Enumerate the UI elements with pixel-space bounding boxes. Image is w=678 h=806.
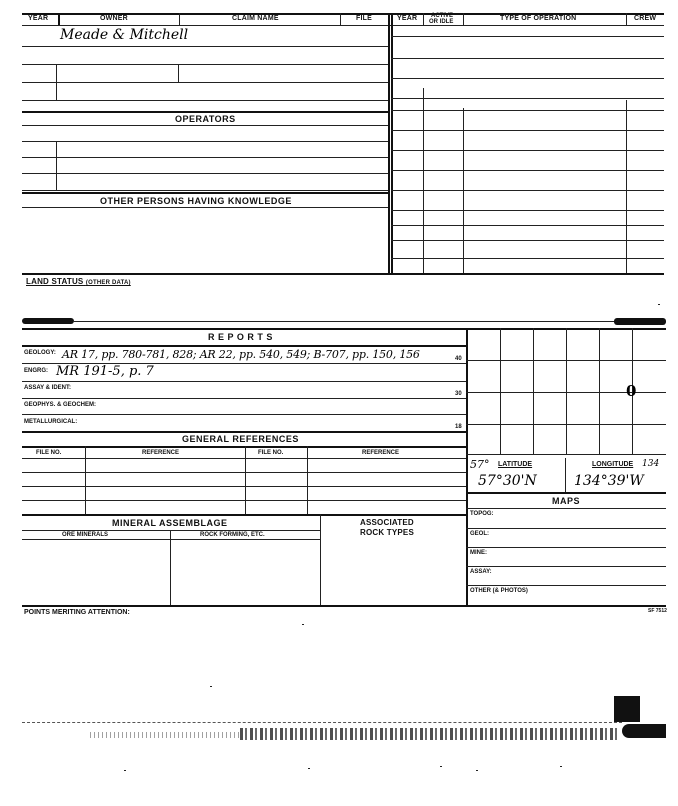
- maps-other: OTHER (& PHOTOS): [470, 588, 528, 594]
- grid-circle-mark: 0: [626, 382, 637, 400]
- latitude-value: 57°30'N: [478, 473, 537, 489]
- metallurgical-label: METALLURGICAL:: [24, 419, 78, 425]
- rock-types-label: ROCK TYPES: [360, 528, 415, 537]
- land-status-note: (OTHER DATA): [85, 280, 131, 286]
- latitude-label: LATITUDE: [498, 461, 533, 468]
- ref-reference-2: REFERENCE: [362, 450, 400, 456]
- maps-geol: GEOL:: [470, 531, 489, 537]
- longitude-suffix: 134: [642, 459, 660, 469]
- land-status-label: LAND STATUS: [26, 277, 84, 286]
- longitude-label: LONGITUDE: [592, 461, 634, 468]
- general-references-title: GENERAL REFERENCES: [182, 434, 299, 444]
- ref-file-no-1: FILE NO.: [36, 450, 62, 456]
- longitude-value: 134°39'W: [574, 473, 644, 489]
- header-crew: CREW: [634, 15, 657, 22]
- header-or-idle: OR IDLE: [429, 19, 454, 25]
- reports-title: R E P O R T S: [208, 332, 273, 342]
- latitude-prefix: 57°: [470, 458, 490, 471]
- assay-number: 30: [455, 391, 462, 397]
- header-claim-name: CLAIM NAME: [232, 15, 279, 22]
- other-persons-heading: OTHER PERSONS HAVING KNOWLEDGE: [100, 196, 292, 206]
- form-number: SF 7512: [648, 608, 667, 614]
- header-owner: OWNER: [100, 15, 128, 22]
- maps-title: MAPS: [552, 496, 581, 506]
- header-file: FILE: [356, 15, 372, 22]
- header-year-2: YEAR: [397, 15, 418, 22]
- geophys-label: GEOPHYS. & GEOCHEM:: [24, 402, 97, 408]
- assay-label: ASSAY & IDENT:: [24, 385, 72, 391]
- rock-forming-label: ROCK FORMING, ETC.: [200, 532, 265, 538]
- geology-number: 40: [455, 356, 462, 362]
- associated-label: ASSOCIATED: [360, 518, 414, 527]
- header-year: YEAR: [28, 15, 49, 22]
- land-status-heading: [26, 277, 131, 286]
- points-meriting-attention: POINTS MERITING ATTENTION:: [24, 609, 130, 616]
- header-type-of-operation: TYPE OF OPERATION: [500, 15, 577, 22]
- ref-file-no-2: FILE NO.: [258, 450, 284, 456]
- maps-mine: MINE:: [470, 550, 487, 556]
- geology-value: AR 17, pp. 780-781, 828; AR 22, pp. 540, 549; B-707, pp. 150, 156: [62, 348, 420, 361]
- metallurgical-number: 18: [455, 424, 462, 430]
- geology-label: GEOLOGY:: [24, 350, 56, 356]
- engrg-label: ENGRG:: [24, 368, 48, 374]
- ref-reference-1: REFERENCE: [142, 450, 180, 456]
- engrg-value: MR 191-5, p. 7: [56, 364, 154, 379]
- owner-entry: Meade & Mitchell: [60, 27, 189, 43]
- maps-assay: ASSAY:: [470, 569, 492, 575]
- ore-minerals-label: ORE MINERALS: [62, 532, 109, 538]
- operators-heading: OPERATORS: [175, 114, 236, 124]
- maps-topog: TOPOG:: [470, 511, 494, 517]
- header-active: ACTIVE: [431, 13, 454, 19]
- mineral-assemblage-title: MINERAL ASSEMBLAGE: [112, 518, 228, 528]
